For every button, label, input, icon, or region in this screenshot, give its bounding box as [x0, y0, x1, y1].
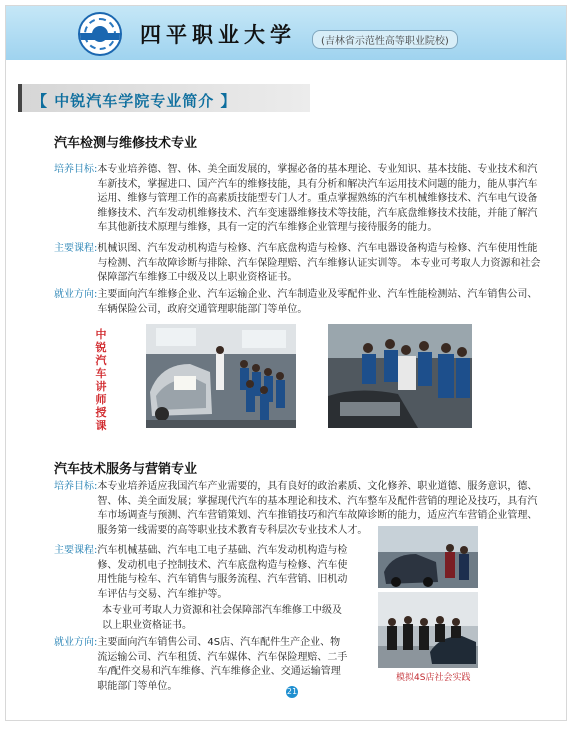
- page-title: 【 中锐汽车学院专业简介 】: [32, 92, 237, 110]
- section2-jobs: [54, 636, 350, 694]
- section2-courses: [54, 544, 350, 602]
- section2-heading: 汽车技术服务与营销专业: [54, 462, 198, 477]
- section1-jobs: [54, 288, 544, 317]
- showroom-photo: [378, 526, 478, 588]
- section1-courses: [54, 242, 544, 286]
- classroom-photo-1: [146, 324, 296, 428]
- course-note: 本专业可考取人力资源和社会保障部汽车维修工中级及以上职业资格证书。: [102, 605, 342, 631]
- job-label: 就业方向:: [54, 637, 98, 648]
- photo-caption-vertical: 中锐汽车讲师授课: [95, 328, 107, 432]
- course-text: 汽车机械基础、汽车电工电子基础、汽车发动机构造与检修、发动机电子控制技术、汽车底盘构造与检修、汽车使用性能与检车、汽车销售与服务流程、汽车营销、旧机动车评估与交易、汽车维护等。: [97, 545, 348, 600]
- section1-heading: 汽车检测与维修技术专业: [54, 136, 198, 151]
- classroom-photo-2: [328, 324, 472, 428]
- practice-photo: [378, 592, 478, 668]
- section1-goal: [54, 163, 544, 236]
- course-label: 主要课程:: [54, 243, 98, 254]
- goal-text: 本专业培养适应我国汽车产业需要的，具有良好的政治素质、文化修养、职业道德、服务意识，德、智、体、美全面发展；掌握现代汽车的基本理论和技术、汽车整车及配件营销的理论及技巧，具有汽车市场调查与预测、汽车营销策划、汽车推销技巧和汽车故障诊断的能力，适应汽车营销企业管理、服务第一线需要的高等职业技术教育专科层次专业技术人才。: [97, 481, 538, 536]
- job-text: 主要面向汽车维修企业、汽车运输企业、汽车制造业及零配件业、汽车性能检测站、汽车销售公司、车辆保险公司，政府交通管理职能部门等单位。: [97, 289, 538, 315]
- brochure-page: [5, 5, 567, 721]
- job-text: 主要面向汽车销售公司、4S店、汽车配件生产企业、物流运输公司、汽车租赁、汽车媒体、汽车保险理赔、二手车/配件交易和汽车维修、汽车维修企业、交通运输管理职能部门等单位。: [97, 637, 348, 692]
- school-subtitle: (吉林省示范性高等职业院校): [312, 30, 458, 49]
- goal-text: 本专业培养德、智、体、美全面发展的，掌握必备的基本理论、专业知识、基本技能、专业技术和汽车新技术，掌握进口、国产汽车的维修技能，具有分析和解决汽车运用技术问题的能力，能从事汽车运用、维修与管理工作的高素质技能型专门人才。重点掌握熟练的汽车机械维修技术、汽车电气设备维修技术、汽车发动机维修技术、汽车变速器维修技术等技能，汽车底盘维修技术技能，并能了解汽车其他新技术原理与维修，具有一定的汽车维修企业管理与接待服务的能力。: [97, 164, 538, 234]
- job-label: 就业方向:: [54, 289, 98, 300]
- course-label: 主要课程:: [54, 545, 98, 556]
- course-text: 机械识图、汽车发动机构造与检修、汽车底盘构造与检修、汽车电器设备构造与检修、汽车使用性能与检测、汽车故障诊断与排除、汽车保险理赔、汽车维修认证实训等。 本专业可考取人力资源和社会保障部汽车维修工中级及以上职业资格证书。: [97, 243, 541, 284]
- section2-course-note: [102, 604, 350, 633]
- photo-caption-4s: 模拟4S店社会实践: [396, 673, 471, 683]
- school-logo: [78, 12, 122, 56]
- header-banner: [6, 6, 566, 60]
- school-name: 四平职业大学: [140, 22, 296, 47]
- goal-label: 培养目标:: [54, 164, 98, 175]
- page-number: 21: [286, 687, 298, 696]
- goal-label: 培养目标:: [54, 481, 98, 492]
